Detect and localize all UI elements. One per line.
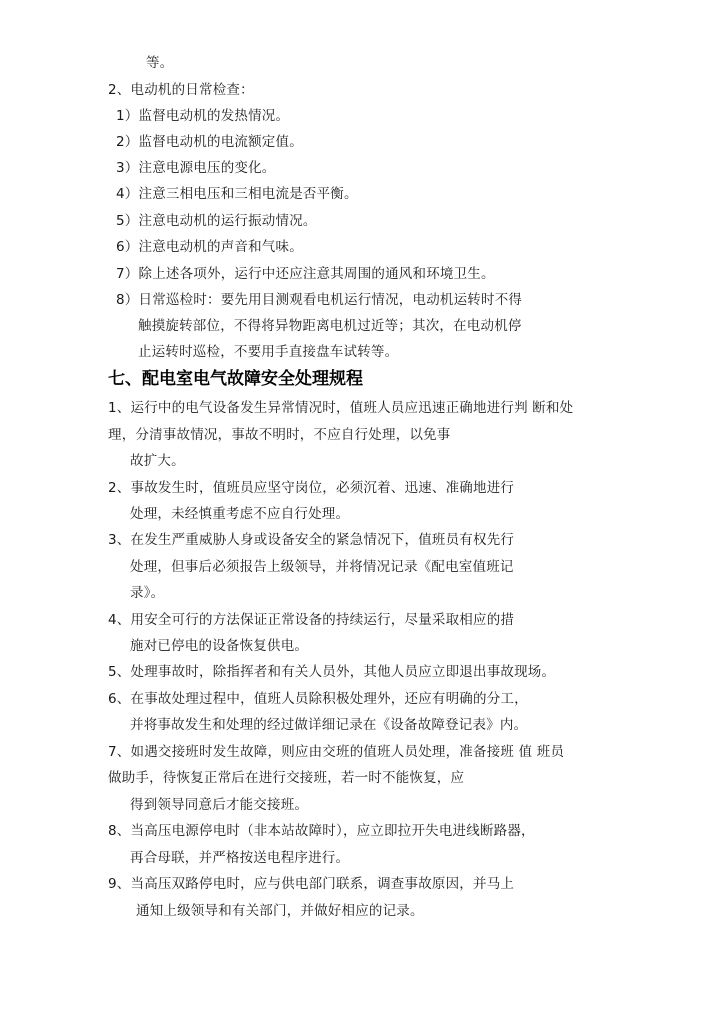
check-item-8-line-3: 止运转时巡检，不要用手直接盘车试转等。 — [138, 344, 399, 360]
check-item-2: 2）监督电动机的电流额定值。 — [116, 134, 303, 150]
rule-9-line-1: 9、当高压双路停电时，应与供电部门联系，调查事故原因，并马上 — [108, 876, 515, 892]
rule-8-line-1: 8、当高压电源停电时（非本站故障时），应立即拉开失电进线断路器， — [108, 823, 535, 839]
rule-9-line-2: 通知上级领导和有关部门，并做好相应的记录。 — [136, 903, 424, 919]
check-item-6: 6）注意电动机的声音和气味。 — [116, 239, 303, 255]
check-item-5: 5）注意电动机的运行振动情况。 — [116, 213, 317, 229]
rule-6-line-1: 6、在事故处理过程中，值班人员除积极处理外，还应有明确的分工， — [108, 691, 528, 707]
rule-8-line-2: 再合母联，并严格按送电程序进行。 — [130, 850, 350, 866]
check-item-1: 1）监督电动机的发热情况。 — [116, 108, 290, 124]
rule-1-line-3: 故扩大。 — [130, 453, 185, 469]
section-heading: 七、配电室电气故障安全处理规程 — [108, 369, 363, 389]
rule-4-line-2: 施对已停电的设备恢复供电。 — [130, 638, 309, 654]
rule-3-line-1: 3、在发生严重威胁人身或设备安全的紧急情况下，值班员有权先行 — [108, 532, 515, 548]
check-item-3: 3）注意电源电压的变化。 — [116, 160, 276, 176]
rule-5-line-1: 5、处理事故时，除指挥者和有关人员外，其他人员应立即退出事故现场。 — [108, 664, 556, 680]
rule-7-line-1: 7、如遇交接班时发生故障，则应由交班的值班人员处理，准备接班 值 班员 — [108, 744, 565, 760]
check-item-8-line-2: 触摸旋转部位，不得将异物距离电机过近等；其次，在电动机停 — [138, 318, 522, 334]
rule-7-line-2: 做助手，待恢复正常后在进行交接班，若一时不能恢复，应 — [108, 770, 465, 786]
daily-check-title: 2、电动机的日常检查： — [108, 82, 254, 98]
continuation-text: 等。 — [146, 55, 174, 71]
rule-2-line-2: 处理，未经慎重考虑不应自行处理。 — [130, 506, 350, 522]
rule-3-line-3: 录》。 — [130, 585, 165, 601]
rule-4-line-1: 4、用安全可行的方法保证正常设备的持续运行，尽量采取相应的措 — [108, 612, 515, 628]
rule-1-line-2: 理，分清事故情况，事故不明时，不应自行处理，以免事 — [108, 427, 451, 443]
check-item-7: 7）除上述各项外，运行中还应注意其周围的通风和环境卫生。 — [116, 266, 495, 282]
check-item-4: 4）注意三相电压和三相电流是否平衡。 — [116, 186, 358, 202]
check-item-8-line-1: 8）日常巡检时：要先用目测观看电机运行情况，电动机运转时不得 — [116, 292, 523, 308]
rule-1-line-1: 1、运行中的电气设备发生异常情况时，值班人员应迅速正确地进行判 断和处 — [108, 400, 574, 416]
rule-3-line-2: 处理，但事后必须报告上级领导，并将情况记录《配电室值班记 — [130, 559, 514, 575]
rule-7-line-3: 得到领导同意后才能交接班。 — [130, 797, 309, 813]
rule-6-line-2: 并将事故发生和处理的经过做详细记录在《设备故障登记表》内。 — [130, 717, 528, 733]
rule-2-line-1: 2、事故发生时，值班员应坚守岗位，必须沉着、迅速、准确地进行 — [108, 480, 515, 496]
